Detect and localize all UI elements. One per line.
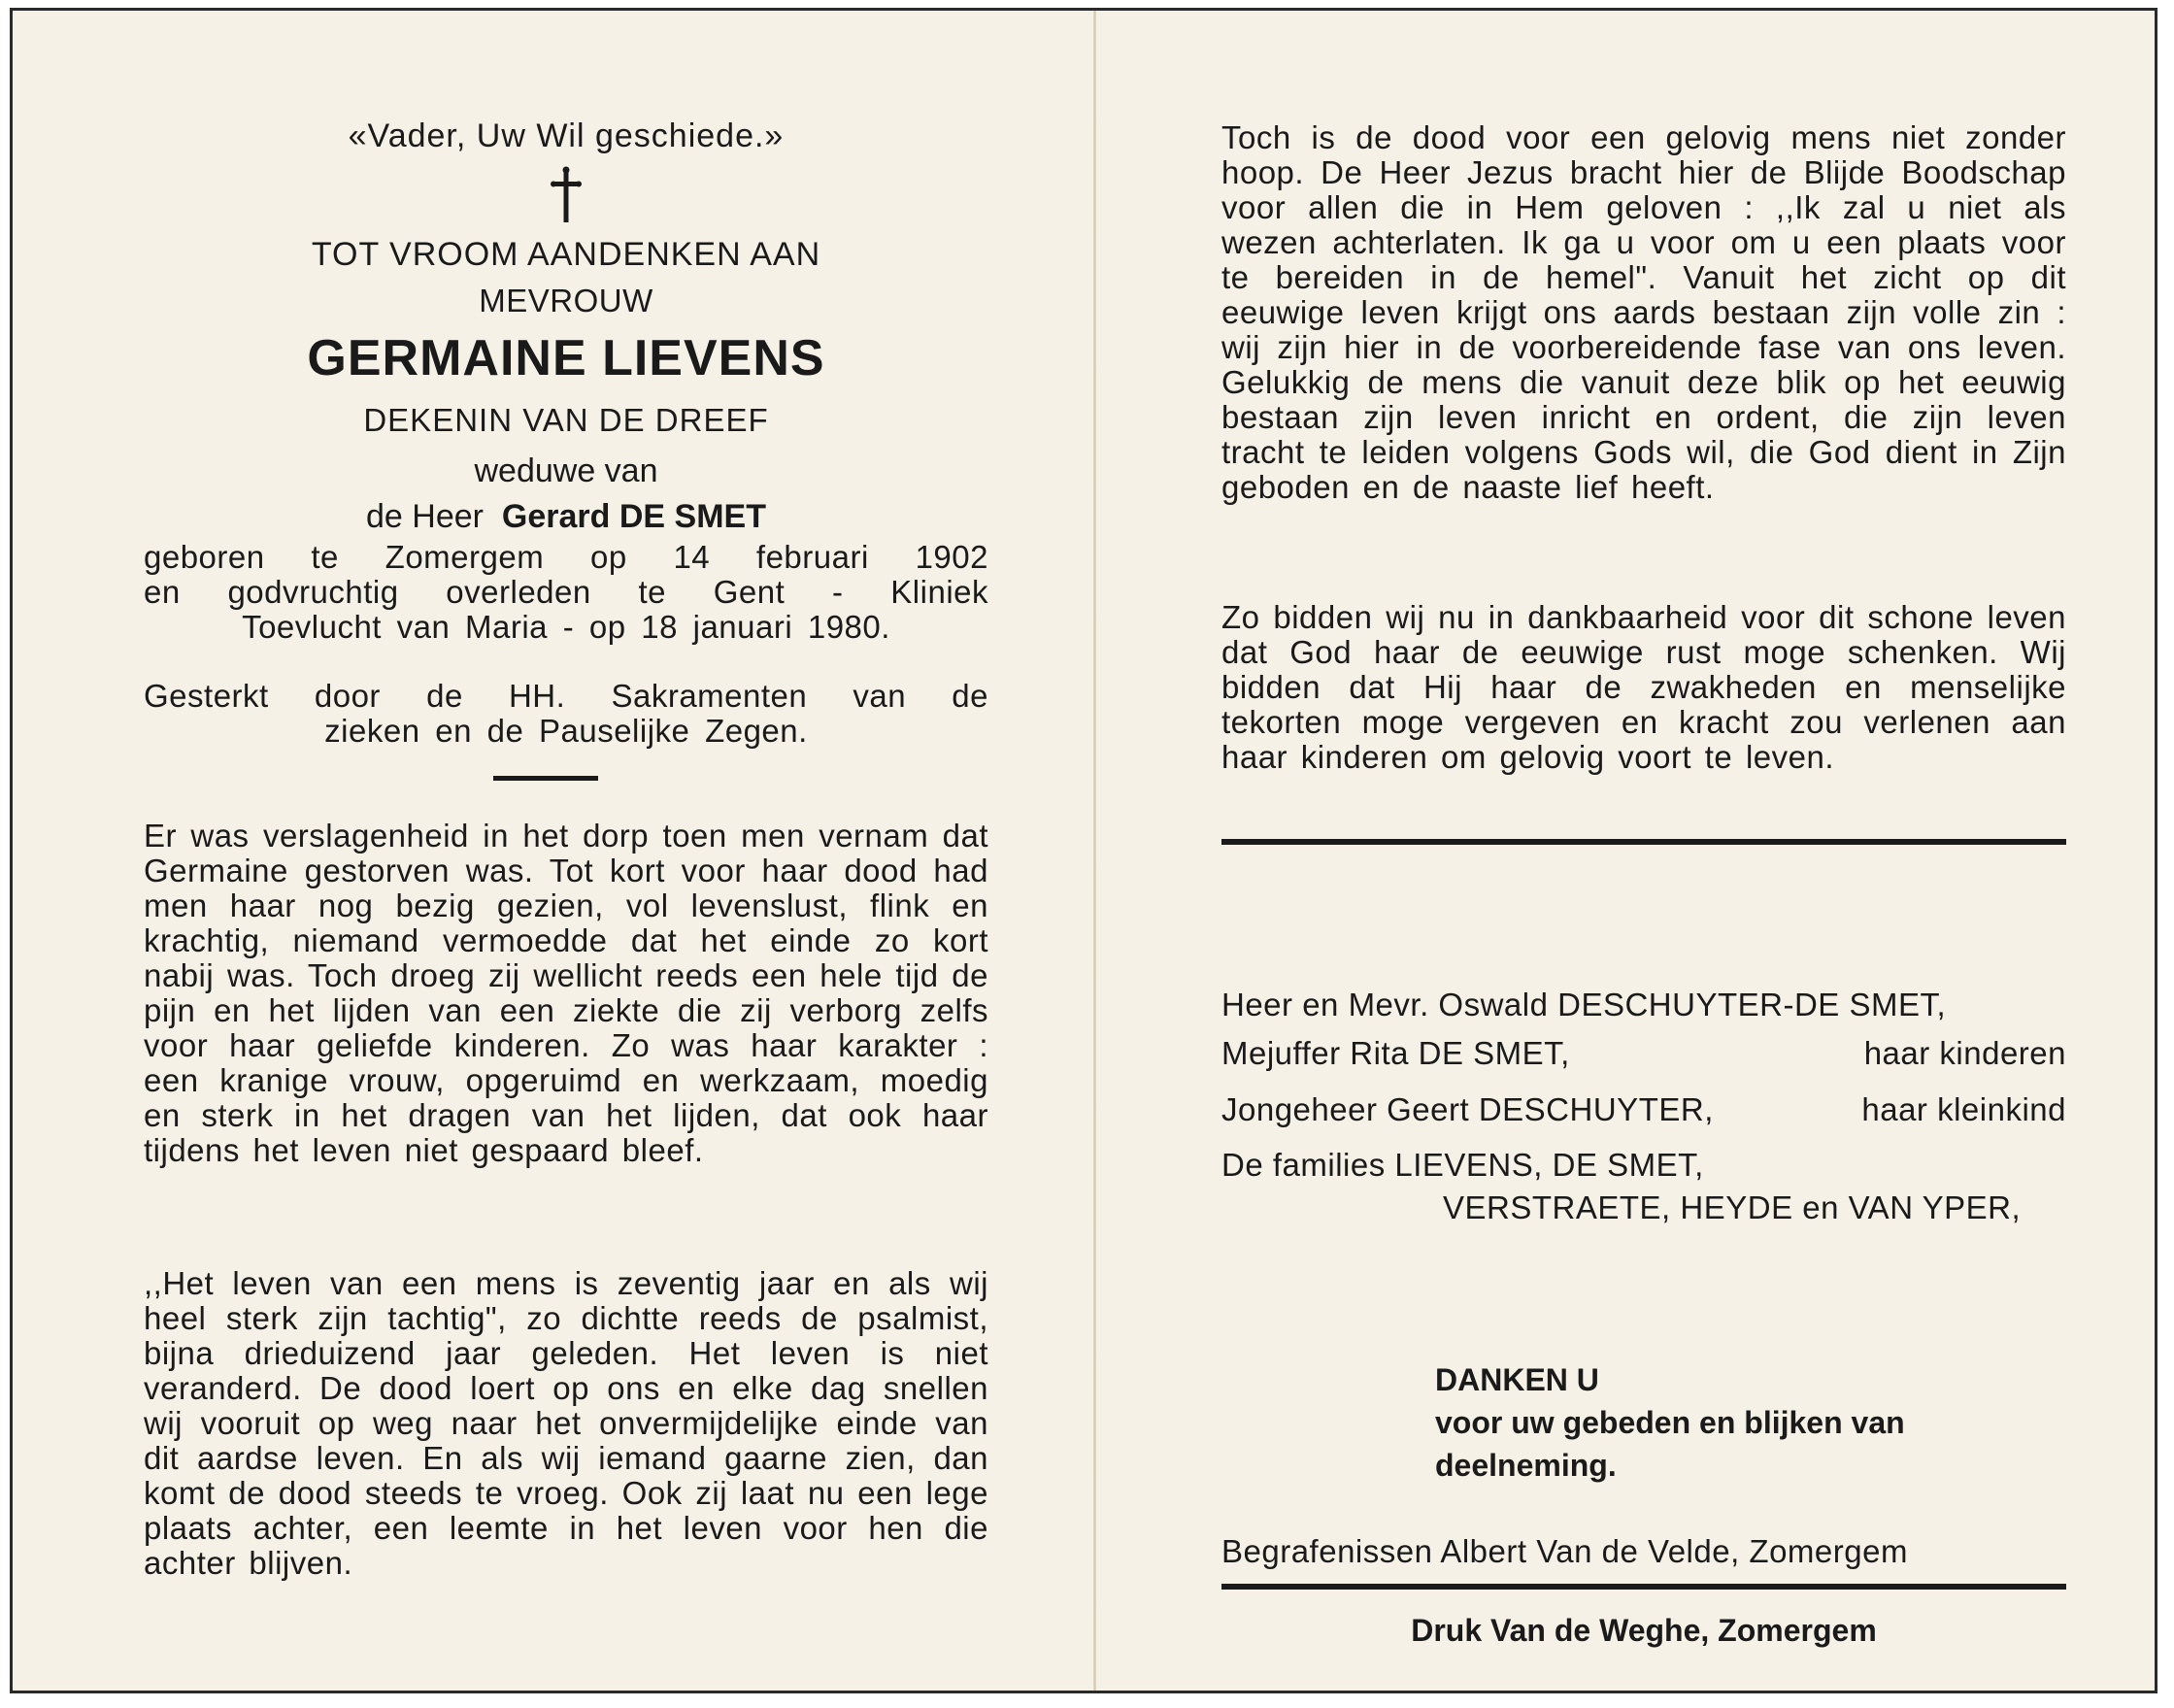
birth-line-2: en godvruchtig overleden te Gent - Kliniek [144, 574, 988, 610]
family-daughter: Mejuffer Rita DE SMET, [1221, 1035, 1570, 1071]
divider-rule [1221, 839, 2066, 845]
family-line-4 [1221, 1147, 2066, 1184]
paragraph-prayer: Zo bidden wij nu in dankbaarheid voor dit schone leven dat God haar de eeuwige rust moge schenken. Wij bidden dat Hij haar de zwakheden en menselijke tekorten moge vergeven en kracht zou verlenen aan haar kinderen om gelovig voort te leven. [1221, 599, 2066, 775]
family-line-1 [1221, 987, 2066, 1023]
thanks-line-1: DANKEN U [1435, 1362, 1599, 1397]
husband-name: Gerard DE SMET [501, 498, 766, 535]
printer-credit: Druk Van de Weghe, Zomergem [1411, 1613, 1877, 1648]
motto: «Vader, Uw Wil geschiede.» [348, 117, 785, 154]
sacraments-block [144, 679, 988, 749]
right-panel [1221, 11, 2066, 1691]
family-grandchild: Jongeheer Geert DESCHUYTER, [1221, 1091, 1714, 1127]
birth-line-1: geboren te Zomergem op 14 februari 1902 [144, 539, 988, 575]
birth-death-block [144, 540, 988, 645]
thanks-block [1435, 1358, 2066, 1487]
deceased-title: DEKENIN VAN DE DREEF [363, 402, 769, 438]
sacraments-line-2: zieken en de Pauselijke Zegen. [324, 713, 808, 749]
divider [493, 776, 598, 781]
bottom-rule [1221, 1584, 2066, 1590]
sacraments-line-1: Gesterkt door de HH. Sakramenten van de [144, 678, 988, 714]
thanks-line-3: deelneming. [1435, 1448, 1617, 1483]
heading-mrs: MEVROUW [479, 283, 653, 318]
memorial-card [10, 8, 2157, 1693]
family-grandchild-role: haar kleinkind [1861, 1091, 2066, 1127]
deceased-name: GERMAINE LIEVENS [307, 330, 825, 386]
family-line-2 [1221, 1035, 2066, 1072]
family-parents: Heer en Mevr. Oswald DESCHUYTER-DE SMET, [1221, 987, 1947, 1022]
funeral-home-text: Begrafenissen Albert Van de Velde, Zomergem [1221, 1533, 1908, 1569]
widow-label: weduwe van [474, 452, 658, 489]
thanks-line-2: voor uw gebeden en blijken van [1435, 1405, 1905, 1440]
family-line-5 [1443, 1189, 2066, 1226]
heading-in-memory: TOT VROOM AANDENKEN AAN [311, 236, 821, 273]
cross-icon [551, 166, 582, 224]
funeral-home [1221, 1533, 2066, 1570]
paragraph-psalm: ,,Het leven van een mens is zeventig jaar en als wij heel sterk zijn tachtig", zo dichtte reeds de psalmist, bijna drieduizend jaar geleden. Het leven is niet veranderd. De dood loert op ons en elke dag snellen wij vooruit op weg naar het onvermijdelijke einde van dit aardse leven. En als wij iemand gaarne zien, dan komt de dood steeds te vroeg. Ook zij laat nu een lege plaats achter, een leemte in het leven voor hen die achter blijven. [144, 1265, 988, 1581]
families-2: VERSTRAETE, HEYDE en VAN YPER, [1443, 1189, 2022, 1225]
husband-line [144, 498, 988, 536]
birth-line-3: Toevlucht van Maria - op 18 januari 1980. [242, 609, 890, 645]
family-children-role: haar kinderen [1863, 1035, 2066, 1071]
paragraph-hope: Toch is de dood voor een gelovig mens niet zonder hoop. De Heer Jezus bracht hier de Blijde Boodschap voor allen die in Hem geloven : ,,Ik zal u niet als wezen achterlaten. Ik ga u voor om u een plaats voor te bereiden in de hemel". Vanuit het zicht op dit eeuwige leven krijgt ons aards bestaan zijn volle zin : wij zijn hier in de voorbereidende fase van ons leven. Gelukkig de mens die vanuit deze blik op het eeuwig bestaan zijn leven inricht en ordent, die zijn leven tracht te leiden volgens Gods wil, die God dient in Zijn geboden en de naaste lief heeft. [1221, 119, 2066, 505]
paragraph-life: Er was verslagenheid in het dorp toen men vernam dat Germaine gestorven was. Tot kort voor haar dood had men haar nog bezig gezien, vol levenslust, flink en krachtig, niemand vermoedde dat het einde zo kort nabij was. Toch droeg zij wellicht reeds een hele tijd de pijn en het lijden van een ziekte die zij verborg zelfs voor haar geliefde kinderen. Zo was haar karakter : een kranige vrouw, opgeruimd en werkzaam, moedig en sterk in het dragen van het lijden, dat ook haar tijdens het leven niet gespaard bleef. [144, 818, 988, 1168]
card-fold [1093, 11, 1096, 1691]
left-panel [144, 11, 988, 1691]
family-line-3 [1221, 1091, 2066, 1128]
families-1: De families LIEVENS, DE SMET, [1221, 1147, 1704, 1183]
husband-prefix: de Heer [366, 498, 484, 535]
